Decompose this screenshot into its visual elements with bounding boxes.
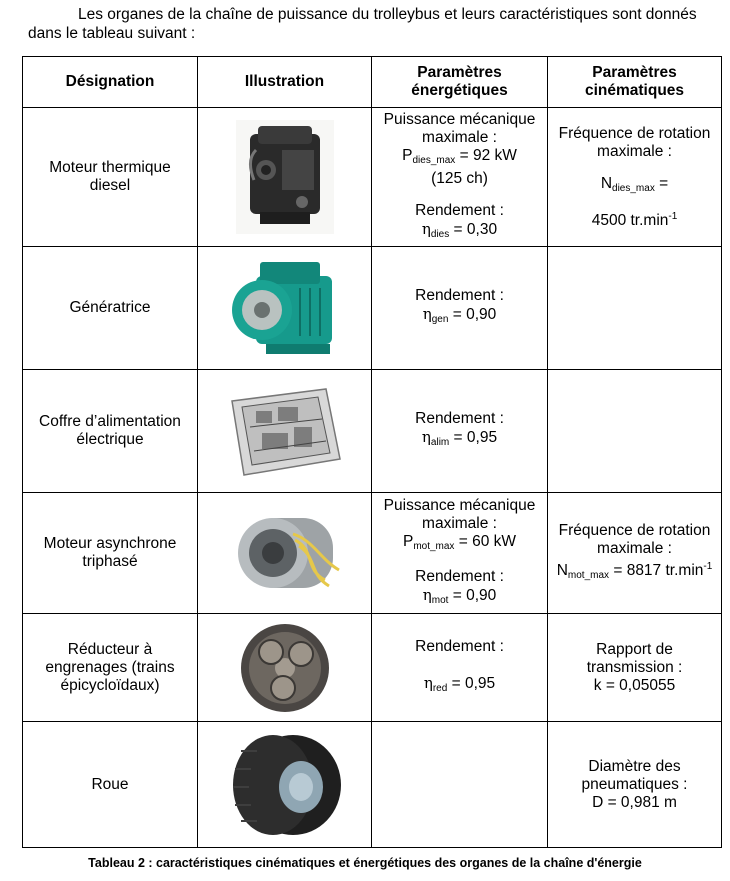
table-row-power-box bbox=[23, 370, 722, 493]
energetic-cell: Puissance mécanique maximale : $P_{dies\_max} = 92$ kW (125 ch) Rendement : $\eta_{dies} = 0,30$ bbox=[372, 108, 548, 247]
kinematic-cell: Fréquence de rotation maximale : $N_{mot\_max} = 8817$ $tr.\min^{-1}$ bbox=[548, 493, 722, 614]
kinematic-cell: Fréquence de rotation maximale : $N_{dies\_max}$ = 4500 $tr.\min^{-1}$ bbox=[548, 108, 722, 247]
kinematic-cell: Diamètre des pneumatiques : D = 0,981 m bbox=[548, 722, 722, 848]
kinematic-cell bbox=[548, 247, 722, 370]
power-supply-box-image bbox=[226, 379, 344, 483]
intro-line-1: Les organes de la chaîne de puissance du trolleybus et leurs caractéristiques sont donnés bbox=[78, 6, 697, 23]
header-illustration: Illustration bbox=[198, 57, 372, 108]
header-energetic: Paramètres énergétiques bbox=[372, 57, 548, 108]
header-row bbox=[23, 57, 722, 108]
header-kinematic: Paramètres cinématiques bbox=[548, 57, 722, 108]
illustration-cell bbox=[198, 108, 372, 247]
energetic-cell: Rendement : $\eta_{red} = 0,95$ bbox=[372, 614, 548, 722]
kinematic-cell bbox=[548, 370, 722, 493]
designation-cell: Moteur asynchrone triphasé bbox=[23, 493, 198, 614]
wheel-tire-image bbox=[221, 729, 349, 841]
table-caption: Tableau 2 : caractéristiques cinématiques et énergétiques des organes de la chaîne d'énergie bbox=[88, 856, 642, 870]
planetary-gear-image bbox=[237, 618, 333, 718]
table-row-wheel bbox=[23, 722, 722, 848]
async-motor-image bbox=[225, 500, 345, 606]
intro-paragraph bbox=[28, 5, 718, 43]
table-row-async-motor bbox=[23, 493, 722, 614]
table-row-generator bbox=[23, 247, 722, 370]
designation-cell: Moteur thermique diesel bbox=[23, 108, 198, 247]
designation-cell: Roue bbox=[23, 722, 198, 848]
diesel-engine-image bbox=[236, 120, 334, 234]
designation-cell: Coffre d’alimentation électrique bbox=[23, 370, 198, 493]
energetic-cell bbox=[372, 722, 548, 848]
illustration-cell bbox=[198, 247, 372, 370]
table-row-diesel bbox=[23, 108, 722, 247]
illustration-cell bbox=[198, 614, 372, 722]
designation-cell: Réducteur à engrenages (trains épicycloïdaux) bbox=[23, 614, 198, 722]
energetic-cell: Rendement : $\eta_{gen} = 0,90$ bbox=[372, 247, 548, 370]
table-row-reducer bbox=[23, 614, 722, 722]
organs-table bbox=[22, 56, 722, 848]
kinematic-cell: Rapport de transmission : k = 0,05055 bbox=[548, 614, 722, 722]
designation-cell: Génératrice bbox=[23, 247, 198, 370]
generator-image bbox=[226, 254, 344, 362]
illustration-cell bbox=[198, 493, 372, 614]
intro-line-2: dans le tableau suivant : bbox=[28, 25, 196, 42]
illustration-cell bbox=[198, 722, 372, 848]
header-designation: Désignation bbox=[23, 57, 198, 108]
illustration-cell bbox=[198, 370, 372, 493]
energetic-cell: Rendement : $\eta_{alim} = 0,95$ bbox=[372, 370, 548, 493]
energetic-cell: Puissance mécanique maximale : $P_{mot\_max} = 60$ kW Rendement : $\eta_{mot} = 0,90$ bbox=[372, 493, 548, 614]
